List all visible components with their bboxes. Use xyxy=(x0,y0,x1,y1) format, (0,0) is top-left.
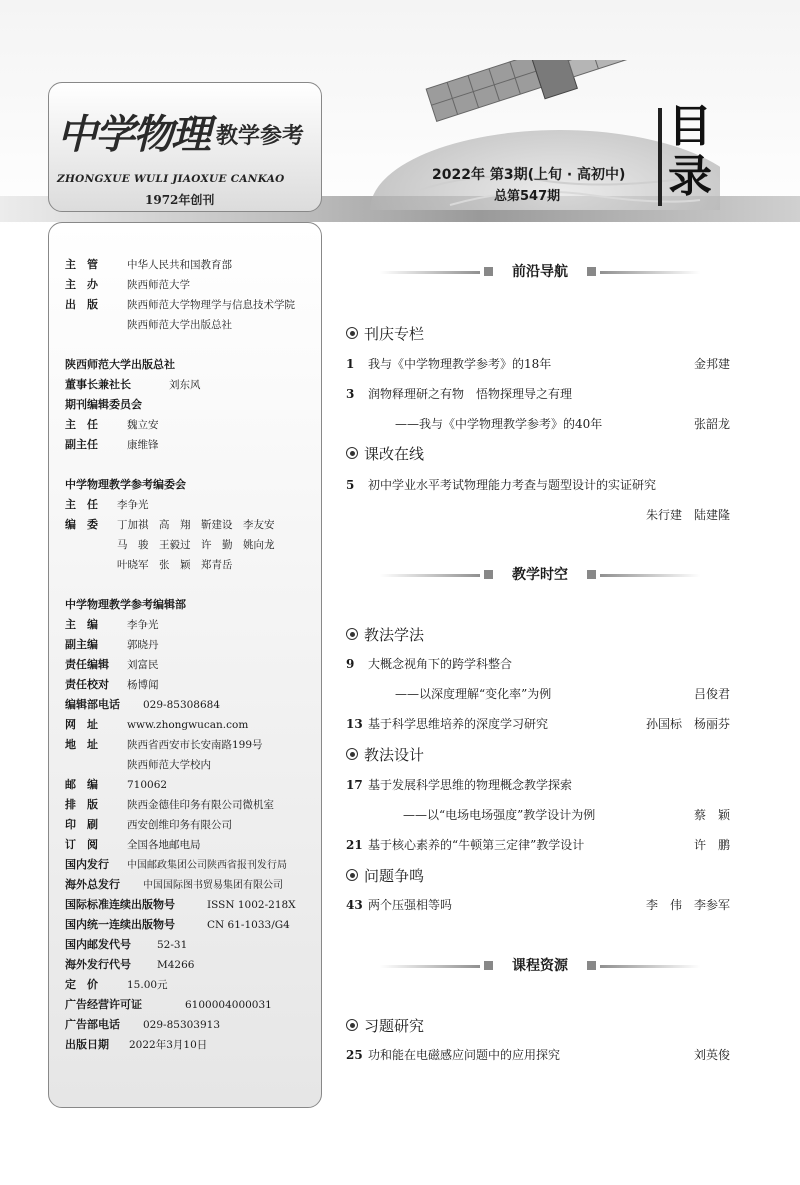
toc-entry[interactable] xyxy=(346,837,584,853)
masthead-row: 排 版 陕西金德佳印务有限公司微机室 xyxy=(65,798,274,811)
masthead-row: 马 骏 王毅过 许 勤 姚向龙 xyxy=(117,539,275,551)
masthead-row: 订 阅 全国各地邮电局 xyxy=(65,838,201,851)
masthead-row: 海外发行代号 M4266 xyxy=(65,958,195,971)
masthead-row: 出版日期 2022年3月10日 xyxy=(65,1038,208,1051)
page-number: 17 xyxy=(346,778,363,792)
masthead-row: 陕西师范大学出版总社 xyxy=(127,319,232,331)
logo-title: 中学物理 xyxy=(57,111,209,158)
masthead-row: 国内发行 中国邮政集团公司陕西省报刊发行局 xyxy=(65,858,287,871)
masthead-row: 国际标准连续出版物号 ISSN 1002-218X xyxy=(65,898,296,911)
page-number: 5 xyxy=(346,478,355,492)
masthead-row: 广告部电话 029-85303913 xyxy=(65,1018,221,1031)
toc-title: 目录 xyxy=(668,101,712,202)
article-title: 我与《中学物理教学参考》的18年 xyxy=(368,357,552,371)
toc-entry[interactable] xyxy=(346,716,548,732)
circle-bullet-icon xyxy=(346,327,358,339)
masthead-row: 网 址 www.zhongwucan.com xyxy=(65,718,249,731)
issue-total: 总第547期 xyxy=(494,189,561,204)
circle-bullet-icon xyxy=(346,869,358,881)
article-subtitle: ——以“电场电场强度”教学设计为例 xyxy=(403,808,596,822)
column-heading: 教法学法 xyxy=(346,625,424,645)
article-authors: 孙国标 杨丽芬 xyxy=(645,717,730,731)
article-title: 功和能在电磁感应问题中的应用探究 xyxy=(368,1048,561,1062)
article-title: 基于科学思维培养的深度学习研究 xyxy=(368,717,549,731)
masthead-row: 编 委 丁加祺 高 翔 靳建设 李友安 xyxy=(65,518,275,531)
masthead-row: 出 版 陕西师范大学物理学与信息技术学院 xyxy=(65,298,295,311)
masthead-row: 责任编辑 刘富民 xyxy=(65,658,159,671)
toc-entry[interactable] xyxy=(346,777,572,793)
article-authors: 李 伟 李参军 xyxy=(645,898,730,912)
section-header xyxy=(380,565,700,585)
page-number: 25 xyxy=(346,1048,363,1062)
masthead-row: 主 编 李争光 xyxy=(65,618,159,631)
masthead-row: 叶晓军 张 颖 郑青岳 xyxy=(117,559,233,571)
masthead-row: 期刊编辑委员会 xyxy=(65,398,142,411)
toc-entry[interactable] xyxy=(346,356,551,372)
article-authors: 张韶龙 xyxy=(693,417,730,431)
article-authors: 金邦建 xyxy=(693,357,730,371)
page-number: 9 xyxy=(346,657,355,671)
toc-entry[interactable] xyxy=(346,1047,560,1063)
toc-title-bar xyxy=(658,108,662,206)
masthead-row: 地 址 陕西省西安市长安南路199号 xyxy=(65,738,263,751)
article-title: 大概念视角下的跨学科整合 xyxy=(368,657,513,671)
issue-number: 2022年 第3期(上旬 · 高初中) xyxy=(432,167,626,183)
masthead-row: 责任校对 杨博闻 xyxy=(65,678,159,691)
column-heading: 刊庆专栏 xyxy=(346,324,424,344)
dept-heading: 中学物理教学参考编辑部 xyxy=(65,598,186,611)
article-authors: 吕俊君 xyxy=(693,687,730,701)
masthead-row: 主 管 中华人民共和国教育部 xyxy=(65,258,232,271)
masthead-row: 国内邮发代号 52-31 xyxy=(65,938,188,951)
board-heading: 中学物理教学参考编委会 xyxy=(65,478,186,491)
masthead-row: 编辑部电话 029-85308684 xyxy=(65,698,221,711)
article-title: 润物释理研之有物 悟物探理导之有理 xyxy=(368,387,573,401)
circle-bullet-icon xyxy=(346,447,358,459)
article-authors: 蔡 颖 xyxy=(693,808,730,822)
article-authors: 朱行建 陆建隆 xyxy=(645,508,730,522)
article-authors: 刘英俊 xyxy=(693,1048,730,1062)
logo-pinyin: ZHONGXUE WULI JIAOXUE CANKAO xyxy=(57,173,285,185)
article-subtitle: ——我与《中学物理教学参考》的40年 xyxy=(395,417,603,431)
masthead-row: 陕西师范大学校内 xyxy=(127,759,211,771)
masthead-row: 主 办 陕西师范大学 xyxy=(65,278,190,291)
masthead-row: 董事长兼社长 刘东风 xyxy=(65,378,201,391)
page-number: 13 xyxy=(346,717,363,731)
masthead-row: 主 任 李争光 xyxy=(65,498,149,511)
article-title: 基于发展科学思维的物理概念教学探索 xyxy=(368,778,573,792)
masthead-row: 副主任 康维锋 xyxy=(65,438,159,451)
column-heading: 问题争鸣 xyxy=(346,866,424,886)
section-title: 课程资源 xyxy=(512,958,568,974)
masthead-row: 国内统一连续出版物号 CN 61-1033/G4 xyxy=(65,918,290,931)
masthead-row: 副主编 郭晓丹 xyxy=(65,638,159,651)
section-title: 前沿导航 xyxy=(512,264,568,280)
article-authors: 许 鹏 xyxy=(693,838,730,852)
journal-logo xyxy=(48,82,322,212)
toc-entry[interactable] xyxy=(346,477,656,493)
section-header xyxy=(380,956,700,976)
founded-year: 1972年创刊 xyxy=(145,193,215,207)
circle-bullet-icon xyxy=(346,1019,358,1031)
column-heading: 习题研究 xyxy=(346,1016,424,1036)
masthead-row: 印 刷 西安创维印务有限公司 xyxy=(65,818,232,831)
article-title: 初中学业水平考试物理能力考查与题型设计的实证研究 xyxy=(368,478,657,492)
masthead-row: 海外总发行 中国国际图书贸易集团有限公司 xyxy=(65,878,283,891)
page-number: 21 xyxy=(346,838,363,852)
section-title: 教学时空 xyxy=(512,567,568,583)
toc-entry[interactable] xyxy=(346,897,452,913)
circle-bullet-icon xyxy=(346,628,358,640)
column-heading: 教法设计 xyxy=(346,745,424,765)
masthead-row: 邮 编 710062 xyxy=(65,778,168,791)
logo-subtitle: 教学参考 xyxy=(216,124,305,149)
toc-entry[interactable] xyxy=(346,656,512,672)
masthead-row: 定 价 15.00元 xyxy=(65,978,168,991)
section-header xyxy=(380,262,700,282)
column-heading: 课改在线 xyxy=(346,444,424,464)
toc-entry[interactable] xyxy=(346,386,572,402)
page-number: 43 xyxy=(346,898,363,912)
masthead-row: 主 任 魏立安 xyxy=(65,418,159,431)
page-number: 1 xyxy=(346,357,355,371)
article-title: 基于核心素养的“牛顿第三定律”教学设计 xyxy=(368,838,585,852)
masthead-row: 广告经营许可证 6100004000031 xyxy=(65,998,272,1011)
circle-bullet-icon xyxy=(346,748,358,760)
page-number: 3 xyxy=(346,387,355,401)
article-title: 两个压强相等吗 xyxy=(368,898,453,912)
publisher-heading: 陕西师范大学出版总社 xyxy=(65,358,175,371)
article-subtitle: ——以深度理解“变化率”为例 xyxy=(395,687,552,701)
